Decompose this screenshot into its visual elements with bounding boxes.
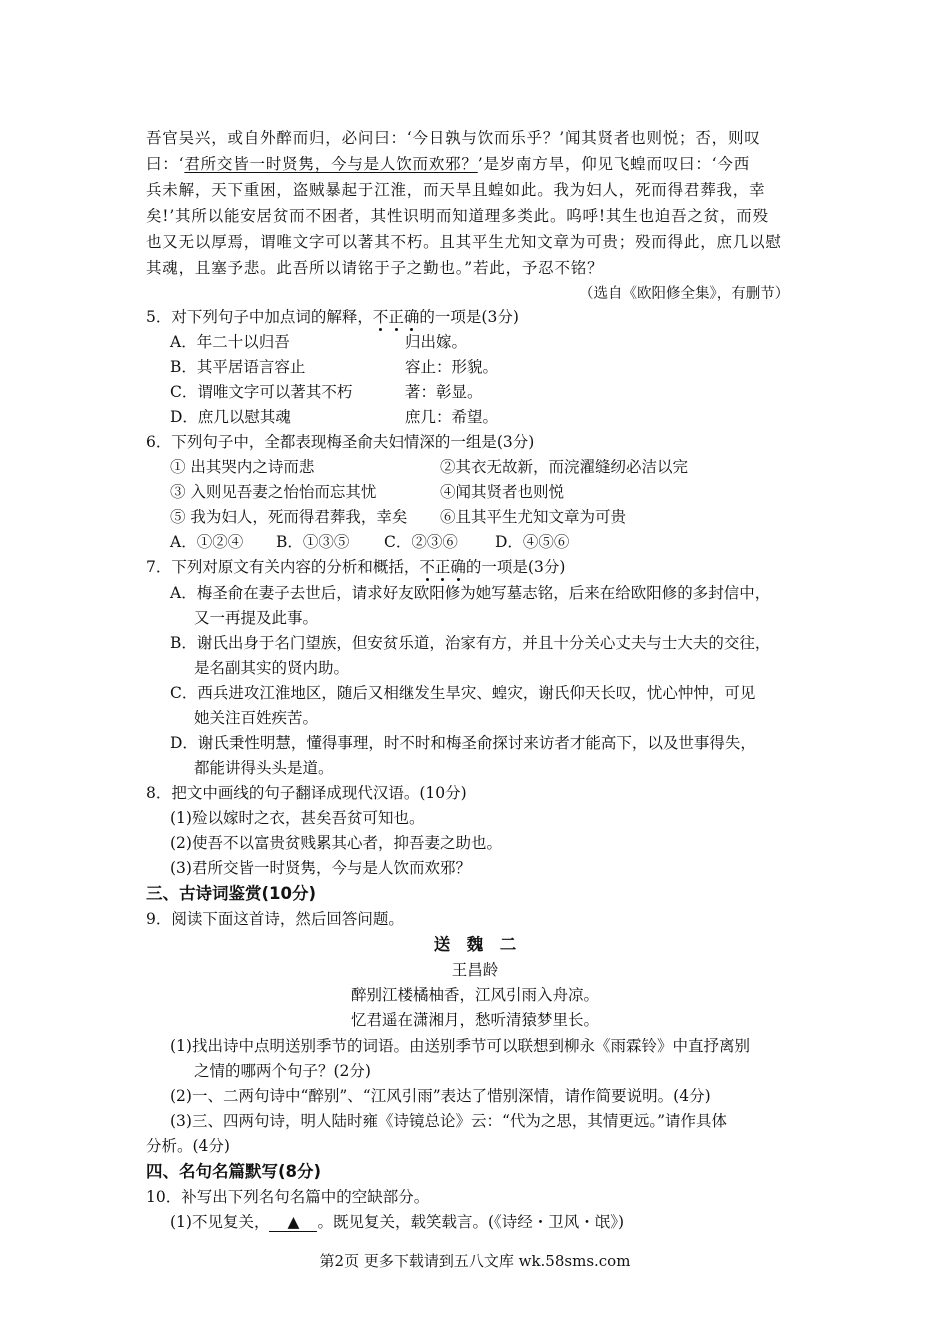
q9-sub-3: (3)三、四两句诗，明人陆时雍《诗镜总论》云：“代为之思，其情更远。”请作具体 (170, 1112, 728, 1130)
page-footer: 第2页 更多下载请到五八文库 wk.58sms.com (319, 1252, 631, 1270)
item-text: 。既见复关，载笑载言。(《诗经・卫风・氓》) (317, 1213, 625, 1231)
passage-text: ’是岁南方旱，仰见飞蝗而叹曰：‘今西 (477, 155, 750, 173)
passage-text: 曰：‘ (146, 155, 185, 173)
q7-option-d: D．谢氏秉性明慧，懂得事理，时不时和梅圣俞探讨来访者才能高下，以及世事得失， (170, 734, 756, 752)
q7-option-c: C．西兵进攻江淮地区，随后又相继发生旱灾、蝗灾，谢氏仰天长叹，忧心忡忡，可见 (170, 684, 756, 702)
q5-option-b-gloss: 容止：形貌。 (405, 358, 499, 376)
q9-sub-2: (2)一、二两句诗中“醉别”、“江风引雨”表达了惜别深情，请作简要说明。(4分) (170, 1087, 711, 1105)
emphasis-char: 正 (388, 308, 404, 326)
passage-line: 矣!’其所以能安居贫而不困者，其性识明而知道理多类此。呜呼!其生也迫吾之贫，而殁 (146, 207, 769, 225)
emphasis-char: 正 (434, 558, 451, 576)
section-4-heading: 四、名句名篇默写(8分) (146, 1162, 322, 1181)
passage-line (146, 153, 750, 175)
passage-line: 吾官吴兴，或自外醉而归，必问曰：‘今日孰与饮而乐乎？’闻其贤者也则悦；否，则叹 (146, 129, 761, 147)
q5-option-a-gloss: 归出嫁。 (405, 333, 468, 351)
q5-option-d-gloss: 庶几：希望。 (405, 408, 499, 426)
q9-sub-1-cont: 之情的哪两个句子？(2分) (194, 1062, 371, 1080)
stem-text: 的一项是(3分) (465, 558, 566, 576)
q6-choice-d: D．④⑤⑥ (495, 533, 570, 551)
emphasis-char: 不 (372, 308, 389, 326)
q7-option-c-cont: 她关注百姓疾苦。 (194, 709, 319, 727)
stem-text: 的一项是(3分) (419, 308, 519, 326)
q6-item: ④闻其贤者也则悦 (440, 483, 565, 501)
stem-text: 7．下列对原文有关内容的分析和概括， (146, 558, 420, 576)
passage-source: （选自《欧阳修全集》，有删节） (579, 286, 790, 302)
question-6-stem: 6．下列句子中，全都表现梅圣俞夫妇情深的一组是(3分) (146, 433, 535, 451)
q8-item: (1)殓以嫁时之衣，甚矣吾贫可知也。 (170, 809, 425, 827)
q6-item: ②其衣无故新，而浣濯缝纫必洁以完 (440, 458, 689, 476)
stem-text: 5．对下列句子中加点词的解释， (146, 308, 373, 326)
emphasis-char: 确 (450, 558, 466, 576)
q9-sub-1: (1)找出诗中点明送别季节的词语。由送别季节可以联想到柳永《雨霖铃》中直抒离别 (170, 1037, 750, 1055)
emphasis-char: 确 (403, 308, 420, 326)
passage-line: 也又无以厚焉，谓唯文字可以著其不朽。且其平生尤知文章为可贵；殁而得此，庶几以慰 (146, 233, 782, 251)
q6-choice-c: C．②③⑥ (384, 533, 458, 551)
q6-item: ③ 入则见吾妻之怡怡而忘其忧 (170, 483, 377, 501)
q9-sub-3-cont: 分析。(4分) (146, 1137, 230, 1155)
q5-option-c-gloss: 著：彰显。 (405, 383, 483, 401)
q6-item: ⑥且其平生尤知文章为可贵 (440, 508, 627, 526)
q6-choice-a: A．①②④ (170, 533, 244, 551)
q10-item-1 (170, 1211, 624, 1233)
question-5-stem (146, 306, 519, 328)
q8-item: (3)君所交皆一时贤隽，今与是人饮而欢邪？ (170, 859, 471, 877)
answer-blank[interactable]: ▲ (269, 1213, 317, 1232)
poem-author: 王昌龄 (451, 961, 499, 979)
q6-item: ⑤ 我为妇人，死而得君葬我，幸矣 (170, 508, 408, 526)
item-text: (1)不见复关， (170, 1213, 270, 1231)
passage-line: 其魂，且塞予悲。此吾所以请铭于子之勤也。”若此，予忍不铭？ (146, 259, 604, 277)
q7-option-b: B．谢氏出身于名门望族，但安贫乐道，治家有方，并且十分关心丈夫与士大夫的交往， (170, 634, 771, 652)
poem-line: 醉别江楼橘柚香，江风引雨入舟凉。 (350, 986, 599, 1004)
q7-option-a-cont: 又一再提及此事。 (194, 609, 319, 627)
q6-item: ① 出其哭内之诗而悲 (170, 458, 315, 476)
q5-option-c: C．谓唯文字可以著其不朽 (170, 383, 353, 401)
underlined-sentence: 君所交皆一时贤隽，今与是人饮而欢邪？ (184, 155, 478, 173)
q5-option-d: D．庶几以慰其魂 (170, 408, 291, 426)
q5-option-b: B．其平居语言容止 (170, 358, 306, 376)
q6-choice-b: B．①③⑤ (276, 533, 350, 551)
q7-option-b-cont: 是名副其实的贤内助。 (194, 659, 350, 677)
q7-option-d-cont: 都能讲得头头是道。 (194, 759, 334, 777)
section-3-heading: 三、古诗词鉴赏(10分) (146, 884, 317, 903)
question-7-stem (146, 556, 565, 578)
q8-item: (2)使吾不以富贵贫贱累其心者，抑吾妻之助也。 (170, 834, 502, 852)
emphasis-char: 不 (419, 558, 435, 576)
question-8-stem: 8．把文中画线的句子翻译成现代汉语。(10分) (146, 784, 467, 802)
q7-option-a: A．梅圣俞在妻子去世后，请求好友欧阳修为她写墓志铭，后来在给欧阳修的多封信中， (170, 584, 771, 602)
q5-option-a: A．年二十以归吾 (170, 333, 290, 351)
passage-line: 兵未解，天下重困，盗贼暴起于江淮，而天旱且蝗如此。我为妇人，死而得君葬我，幸 (146, 181, 766, 199)
poem-title: 送 魏 二 (433, 935, 517, 954)
question-10-stem: 10．补写出下列名句名篇中的空缺部分。 (146, 1188, 430, 1206)
poem-line: 忆君遥在潇湘月，愁听清猿梦里长。 (350, 1011, 599, 1029)
question-9-stem: 9．阅读下面这首诗，然后回答问题。 (146, 910, 404, 928)
